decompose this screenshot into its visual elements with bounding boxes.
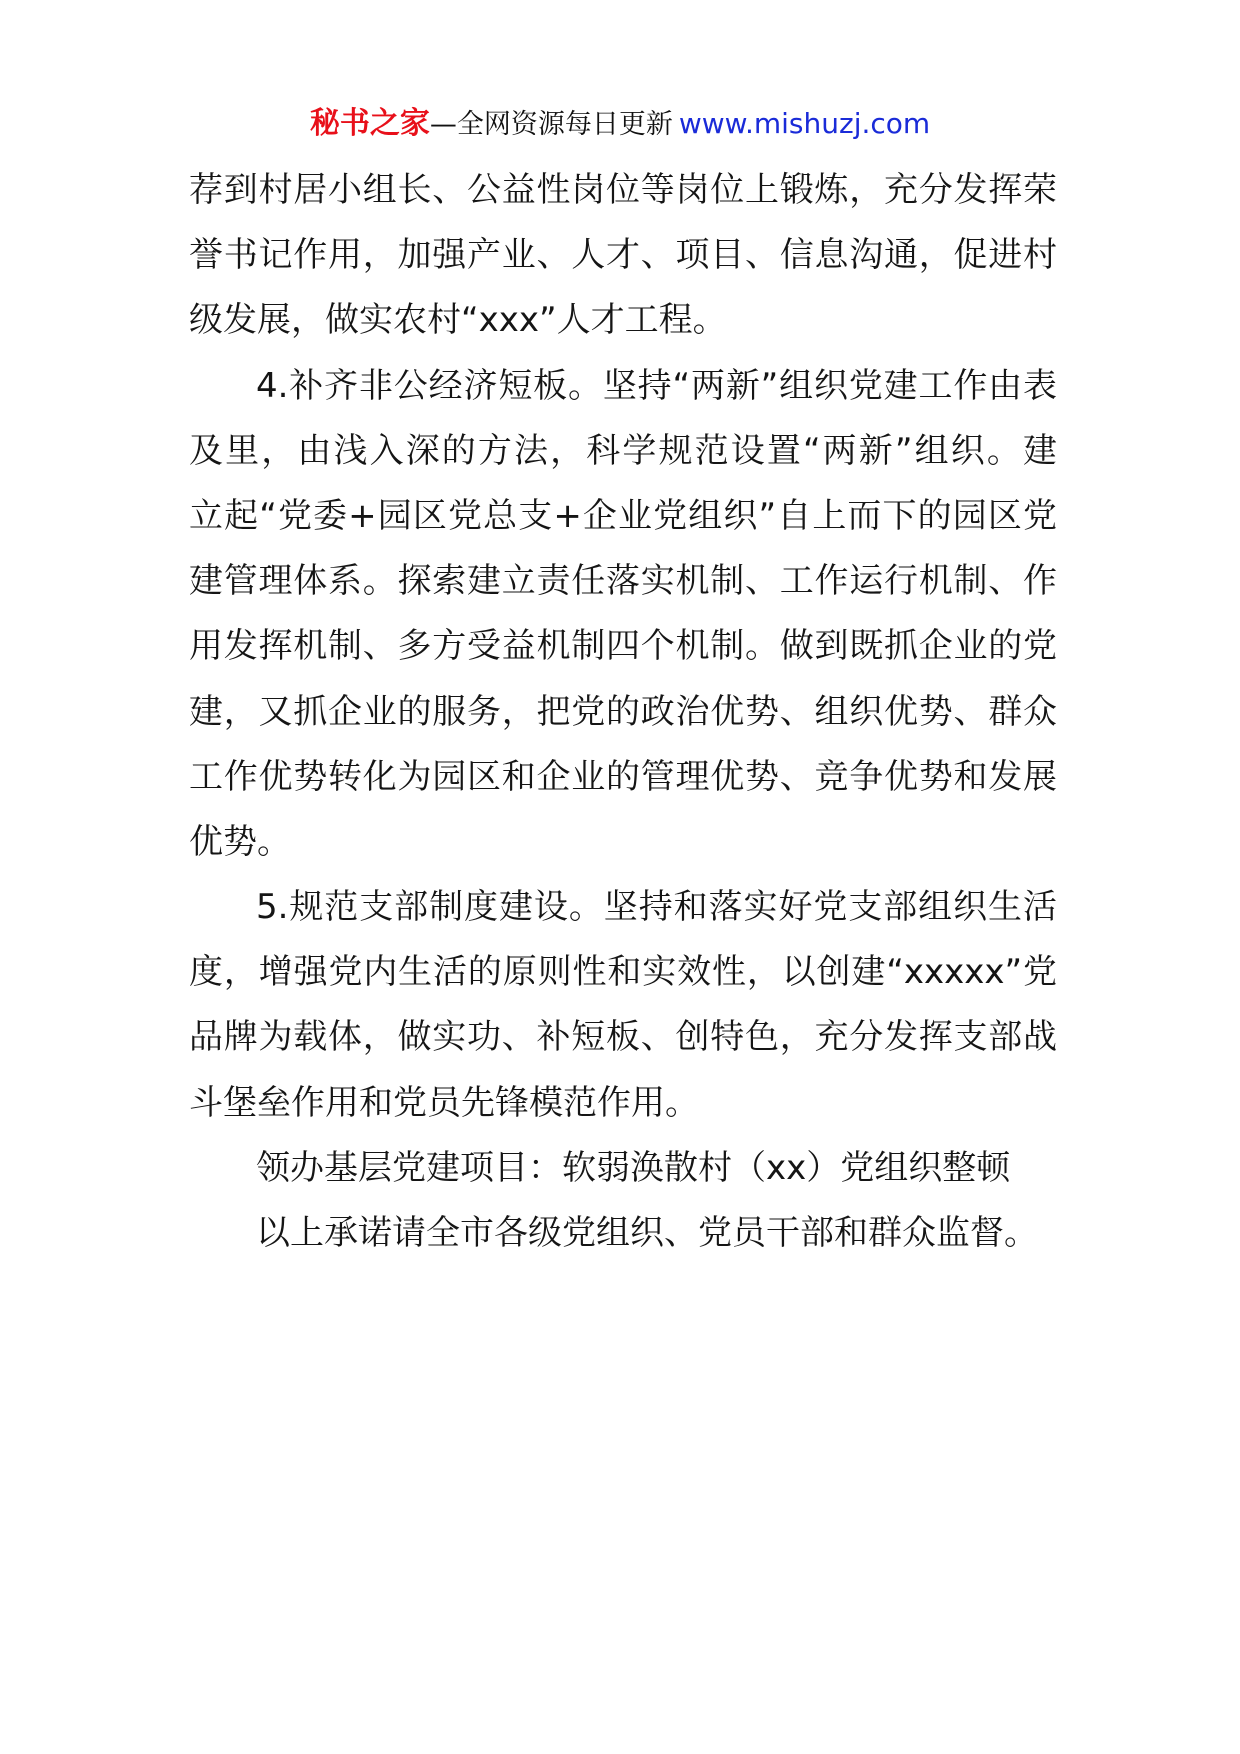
text-line: 誉书记作用，加强产业、人才、项目、信息沟通，促进村 (189, 235, 1057, 276)
document-body (189, 158, 1057, 1266)
site-brand: 秘书之家 (309, 106, 430, 141)
text-line: 领办基层党建项目：软弱涣散村（xx）党组织整顿 (256, 1147, 1011, 1188)
paragraph-item-4 (189, 354, 1057, 876)
site-header (0, 100, 1240, 148)
text-line: 5.规范支部制度建设。坚持和落实好党支部组织生活 (256, 887, 1057, 928)
paragraph-project (189, 1136, 1057, 1201)
site-url: www.mishuzj.com (678, 107, 931, 140)
text-line: 工作优势转化为园区和企业的管理优势、竞争优势和发展 (189, 756, 1057, 797)
text-line: 及里，由浅入深的方法，科学规范设置“两新”组织。建 (189, 430, 1057, 471)
text-line: 品牌为载体，做实功、补短板、创特色，充分发挥支部战 (189, 1017, 1057, 1058)
text-line: 优势。 (189, 821, 291, 862)
text-line: 用发挥机制、多方受益机制四个机制。做到既抓企业的党 (189, 626, 1057, 667)
paragraph-continuation (189, 158, 1057, 354)
text-line: 以上承诺请全市各级党组织、党员干部和群众监督。 (256, 1213, 1038, 1253)
text-line: 度，增强党内生活的原则性和实效性，以创建“xxxxx”党 (189, 952, 1057, 993)
text-line: 建管理体系。探索建立责任落实机制、工作运行机制、作 (189, 561, 1057, 602)
paragraph-closing (189, 1201, 1057, 1266)
text-line: 斗堡垒作用和党员先锋模范作用。 (189, 1082, 699, 1123)
paragraph-item-5 (189, 875, 1057, 1136)
site-tagline: —全网资源每日更新 (429, 109, 673, 140)
text-line: 荐到村居小组长、公益性岗位等岗位上锻炼，充分发挥荣 (189, 170, 1057, 210)
text-line: 级发展，做实农村“xxx”人才工程。 (189, 300, 727, 341)
text-line: 立起“党委+园区党总支+企业党组织”自上而下的园区党 (189, 495, 1057, 536)
text-line: 建，又抓企业的服务，把党的政治优势、组织优势、群众 (189, 691, 1057, 732)
text-line: 4.补齐非公经济短板。坚持“两新”组织党建工作由表 (256, 365, 1057, 406)
